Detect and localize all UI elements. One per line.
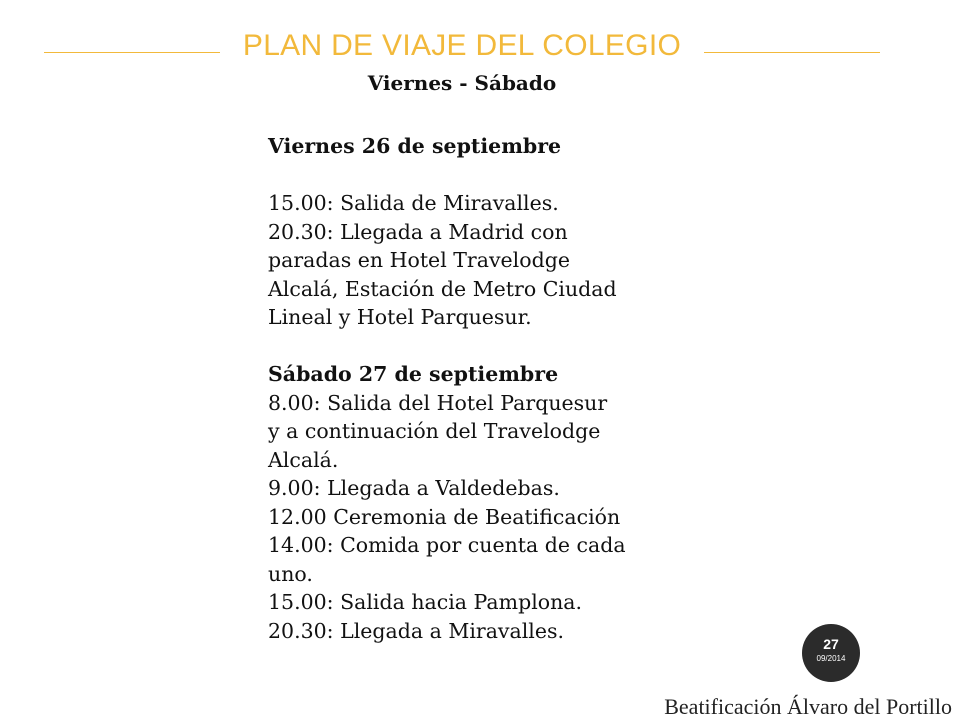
friday-line: paradas en Hotel Travelodge — [268, 248, 570, 272]
spacer — [268, 332, 708, 361]
saturday-line: 9.00: Llegada a Valdedebas. — [268, 476, 560, 500]
friday-line: Alcalá, Estación de Metro Ciudad — [268, 276, 617, 301]
logo-day: 27 — [823, 636, 839, 652]
itinerary — [268, 132, 708, 645]
saturday-heading: Sábado 27 de septiembre — [268, 362, 559, 386]
friday-line: 20.30: Llegada a Madrid con — [268, 219, 568, 244]
saturday-line: 14.00: Comida por cuenta de cada — [268, 533, 626, 557]
friday-line: 15.00: Salida de Miravalles. — [268, 191, 559, 215]
title-rule-right — [704, 52, 880, 53]
saturday-line: 12.00 Ceremonia de Beatificación — [268, 504, 621, 529]
spacer — [268, 161, 708, 190]
friday-heading: Viernes 26 de septiembre — [268, 134, 562, 158]
saturday-line: Alcalá. — [268, 447, 339, 472]
saturday-line: 8.00: Salida del Hotel Parquesur — [268, 390, 608, 415]
title-rule-left — [44, 52, 220, 53]
logo-month: 09/2014 — [816, 654, 846, 663]
saturday-line: 20.30: Llegada a Miravalles. — [268, 618, 565, 643]
slide-subtitle: Viernes - Sábado — [367, 71, 557, 95]
date-logo-badge — [802, 624, 860, 682]
saturday-line: uno. — [268, 561, 313, 586]
saturday-line: 15.00: Salida hacia Pamplona. — [268, 590, 583, 614]
friday-line: Lineal y Hotel Parquesur. — [268, 305, 532, 329]
footer-brand: Beatificación Álvaro del Portillo — [664, 694, 952, 719]
slide-title: PLAN DE VIAJE DEL COLEGIO — [242, 29, 682, 62]
saturday-line: y a continuación del Travelodge — [268, 419, 601, 443]
